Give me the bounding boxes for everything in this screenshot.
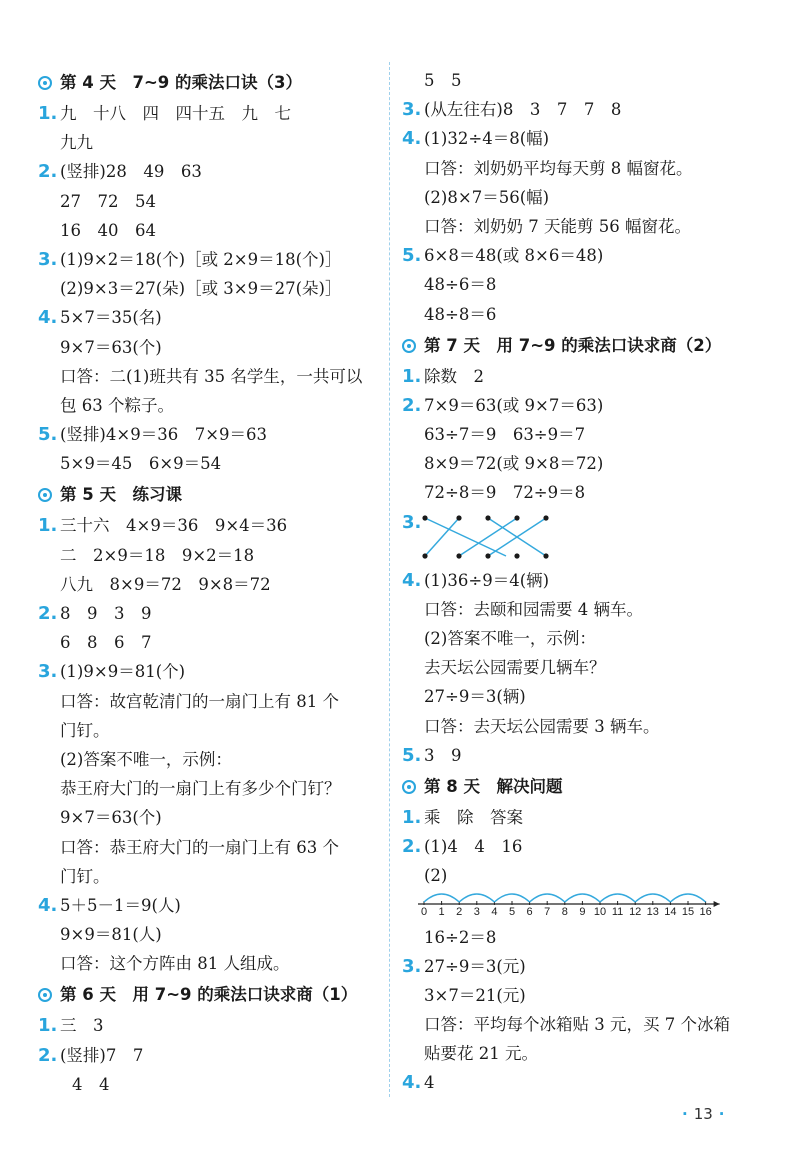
answer-line: 口答：去天坛公园需要 3 辆车。 — [424, 716, 660, 736]
answer-line: 4. 5×7＝35(名) — [38, 307, 162, 329]
answer-line: 1. 乘 除 答案 — [402, 806, 523, 828]
answer-line: 16 40 64 — [60, 220, 156, 240]
target-icon — [402, 780, 416, 794]
match-dot — [456, 515, 461, 520]
answer-line: (2)9×3＝27(朵)［或 3×9＝27(朵)］ — [60, 279, 342, 299]
matching-diagram-row: 3. — [402, 508, 774, 566]
match-line — [425, 518, 459, 556]
jump-arc — [424, 894, 459, 902]
answer-line: 63÷7＝9 63÷9＝7 — [424, 425, 586, 445]
answer-line: 72÷8＝9 72÷9＝8 — [424, 483, 586, 503]
answer-line: 48÷8＝6 — [424, 304, 497, 324]
section-heading-day7: 第 7 天 用 7~9 的乘法口诀求商（2） — [402, 329, 774, 362]
answer-line: 8×9＝72(或 9×8＝72) — [424, 454, 604, 474]
section-heading-day8: 第 8 天 解决问题 — [402, 770, 774, 803]
bullet-dot: · — [682, 1105, 688, 1123]
answer-line: 门钉。 — [60, 720, 110, 740]
answer-line: 4. 4 — [402, 1072, 435, 1094]
answer-line: 口答：这个方阵由 81 人组成。 — [60, 954, 290, 974]
tick-label: 7 — [544, 905, 551, 917]
tick-label: 6 — [526, 905, 533, 917]
jump-arc — [565, 894, 600, 902]
answer-line: 1. 九 十八 四 四十五 九 七 — [38, 103, 291, 124]
answer-line: 2. (竖排)7 7 — [38, 1044, 144, 1066]
section-heading-day5: 第 5 天 练习课 — [38, 478, 383, 511]
answer-line: (2)答案不唯一，示例： — [424, 629, 596, 648]
answer-line: 口答：刘奶奶平均每天剪 8 幅窗花。 — [424, 158, 693, 178]
match-line — [425, 518, 506, 556]
tick-label: 5 — [508, 905, 516, 917]
answer-line: 1. 三 3 — [38, 1015, 104, 1037]
answer-line: 2. (竖排)28 49 63 — [38, 161, 202, 183]
tick-label: 9 — [579, 905, 586, 917]
match-dot — [485, 515, 490, 520]
answer-line: 2. (1)4 4 16 — [402, 836, 523, 858]
page-number: · 13 · — [682, 1105, 725, 1123]
match-line — [459, 518, 517, 556]
axis-arrow — [714, 901, 720, 907]
answer-line: 5 5 — [424, 71, 462, 90]
tick-label: 3 — [473, 905, 480, 917]
match-dot — [543, 515, 548, 520]
tick-label: 13 — [646, 905, 659, 917]
number-line-row — [402, 891, 774, 923]
tick-label: 4 — [491, 905, 498, 917]
answer-line: 口答：去颐和园需要 4 辆车。 — [424, 599, 643, 619]
jump-arc — [530, 894, 565, 902]
bullet-dot: · — [718, 1105, 725, 1123]
answer-line: 48÷6＝8 — [424, 275, 497, 295]
tick-label: 16 — [699, 905, 712, 917]
answer-line: 27 72 54 — [60, 191, 156, 211]
target-icon — [38, 488, 52, 502]
answer-line: 4 4 — [72, 1074, 110, 1094]
answer-line: 口答：故宫乾清门的一扇门上有 81 个 — [60, 691, 339, 711]
section-heading-day6: 第 6 天 用 7~9 的乘法口诀求商（1） — [38, 978, 383, 1011]
answer-line: 9×7＝63(个) — [60, 337, 162, 357]
answer-line: 3. (1)9×2＝18(个)［或 2×9＝18(个)］ — [38, 248, 342, 270]
answer-line: 包 63 个粽子。 — [60, 395, 174, 415]
answer-line: 9×9＝81(人) — [60, 925, 162, 945]
right-column — [402, 66, 774, 1098]
answer-line: 3. 27÷9＝3(元) — [402, 955, 526, 977]
answer-line: 27÷9＝3(辆) — [424, 687, 526, 707]
tick-label: 10 — [593, 905, 607, 917]
section-heading-day4: 第 4 天 7~9 的乘法口诀（3） — [38, 66, 383, 99]
answer-line: (2)答案不唯一，示例： — [60, 749, 232, 769]
tick-label: 8 — [561, 905, 568, 917]
answer-line: 9×7＝63(个) — [60, 808, 162, 828]
answer-line: 1. 除数 2 — [402, 365, 484, 387]
tick-label: 11 — [611, 905, 624, 917]
match-dot — [485, 553, 490, 558]
answer-line: 口答：刘奶奶 7 天能剪 56 幅窗花。 — [424, 216, 691, 236]
answer-line: 九九 — [60, 133, 93, 153]
match-dot — [514, 515, 519, 520]
jump-arc — [600, 894, 635, 902]
tick-label: 1 — [438, 905, 445, 917]
answer-line: 4. (1)36÷9＝4(辆) — [402, 569, 550, 591]
column-divider — [389, 62, 390, 1097]
match-dot — [543, 553, 548, 558]
answer-line: (2)8×7＝56(幅) — [424, 187, 550, 207]
answer-line: 4. 5＋5－1＝9(人) — [38, 894, 181, 916]
answer-line: 去天坛公园需要几辆车？ — [424, 658, 606, 678]
answer-line: 口答：恭王府大门的一扇门上有 63 个 — [60, 837, 339, 857]
answer-line: 口答：二(1)班共有 35 名学生，一共可以 — [60, 366, 363, 386]
answer-line: 6 8 6 7 — [60, 633, 152, 653]
answer-line: 门钉。 — [60, 866, 110, 886]
jump-arc — [459, 894, 494, 902]
answer-line: 二 2×9＝18 9×2＝18 — [60, 545, 255, 565]
answer-line: 3. (从左往右)8 3 7 7 8 — [402, 99, 622, 121]
jump-arc — [494, 894, 529, 902]
answer-line: (2) — [424, 866, 448, 886]
target-icon — [38, 76, 52, 90]
jump-arc — [635, 894, 670, 902]
matching-lines-diagram — [420, 508, 570, 566]
match-dot — [456, 553, 461, 558]
tick-label: 14 — [664, 905, 677, 917]
answer-line: 3. (1)9×9＝81(个) — [38, 661, 186, 683]
tick-label: 12 — [629, 905, 642, 917]
jump-arc — [670, 894, 705, 902]
match-dot — [422, 553, 427, 558]
tick-label: 15 — [681, 905, 695, 917]
target-icon — [38, 988, 52, 1002]
left-column — [38, 66, 383, 1099]
answer-line: 1. 三十六 4×9＝36 9×4＝36 — [38, 515, 288, 537]
answer-line: 贴要花 21 元。 — [424, 1044, 538, 1064]
tick-label: 2 — [456, 905, 463, 917]
target-icon — [402, 339, 416, 353]
answer-line: 八九 8×9＝72 9×8＝72 — [60, 574, 271, 594]
answer-line: 3×7＝21(元) — [424, 985, 526, 1005]
answer-line: 4. (1)32÷4＝8(幅) — [402, 128, 550, 150]
answer-line: 16÷2＝8 — [424, 927, 497, 947]
answer-line: 口答：平均每个冰箱贴 3 元，买 7 个冰箱 — [424, 1015, 730, 1035]
answer-line: 5. 3 9 — [402, 744, 462, 766]
match-dot — [514, 553, 519, 558]
answer-line: 2. 7×9＝63(或 9×7＝63) — [402, 394, 604, 416]
answer-line: 恭王府大门的一扇门上有多少个门钉？ — [60, 779, 341, 799]
answer-line: 5. 6×8＝48(或 8×6＝48) — [402, 245, 604, 267]
answer-line: 5×9＝45 6×9＝54 — [60, 454, 222, 474]
match-dot — [422, 515, 427, 520]
answer-line: 2. 8 9 3 9 — [38, 603, 152, 624]
answer-line: 5. (竖排)4×9＝36 7×9＝63 — [38, 424, 268, 446]
number-line-diagram — [416, 885, 756, 917]
tick-label: 0 — [420, 905, 428, 917]
